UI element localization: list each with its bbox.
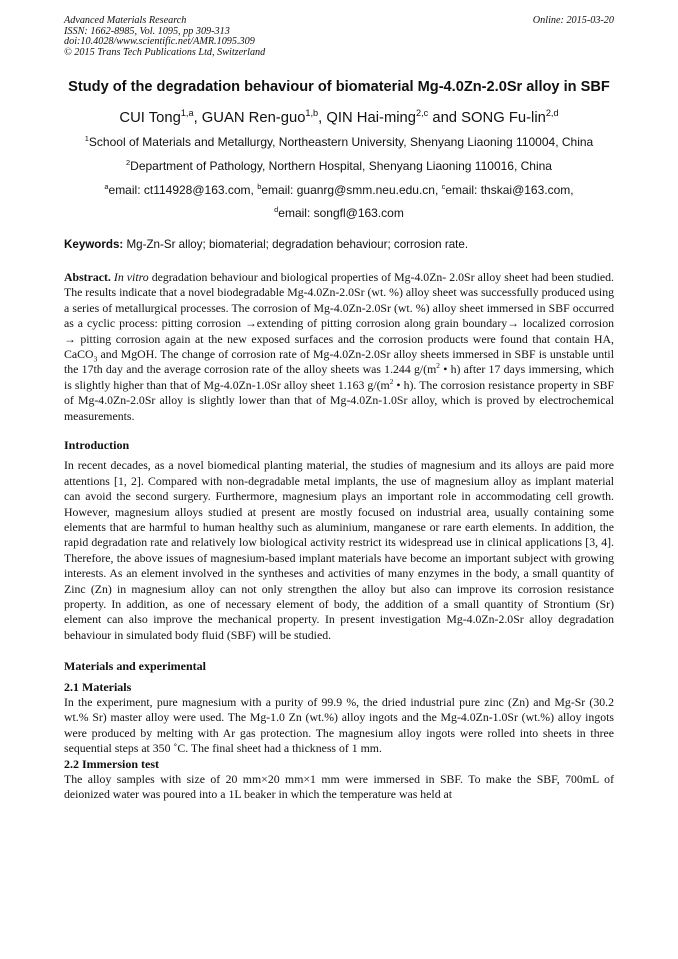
email-d: email: songfl@163.com <box>278 205 404 220</box>
affiliation-mark: 2 <box>126 157 131 167</box>
affiliation-mark: 1 <box>84 133 89 143</box>
email-mark: a <box>104 181 109 191</box>
email-line-2 <box>64 206 614 221</box>
abstract-label: Abstract. <box>64 269 111 284</box>
keywords <box>64 237 614 252</box>
abstract-text: and MgOH. The change of corrosion rate of Mg-4.0Zn-2.0Sr alloy sheets immersed in SBF is unstable until the 17th day and the average corrosion rate of the alloy sheets was 1.244 g/(m <box>64 346 614 377</box>
abstract-text: • h). The corrosion resistance property in SBF of Mg-4.0Zn-2.0Sr alloy is slightly lower than that of Mg-4.0Zn-1.0Sr alloy, which is proved by electrochemical measurements. <box>64 377 615 423</box>
subsection-2-2-body: The alloy samples with size of 20 mm×20 mm×1 mm were immersed in SBF. To make the SBF, 700mL of deionized water was poured into a 1L beaker in which the temperature was held at <box>64 772 614 802</box>
journal-copyright: © 2015 Trans Tech Publications Ltd, Switzerland <box>64 46 266 58</box>
abstract-in-vitro: In vitro <box>113 269 149 284</box>
introduction-heading: Introduction <box>64 437 130 452</box>
email-b: email: guanrg@smm.neu.edu.cn, <box>261 182 442 197</box>
email-c: email: thskai@163.com, <box>445 182 574 197</box>
author-separator: , <box>193 109 202 126</box>
abstract-text: • h) after 17 days immersing, which is slightly higher than that of Mg-4.0Zn-1.0Sr alloy sheet 1.163 g/(m <box>64 362 614 392</box>
introduction-body: In recent decades, as a novel biomedical planting material, the studies of magnesium and its alloys are paid more attentions [1, 2]. Compared with non-degradable metal implants, the use of magnesium alloy as implant material can avoid the second surgery. Furthermore, magnesium plays an important role in accommodating cell growth. However, magnesium alloys studied at present are mostly focused on industrial area, usually containing some elements that are harmful to human healthy such as aluminium, manganese or rare earth elements. In addition, the rapid degradation rate and relatively low biological activity restrict its widespread use in clinical applications [3, 4]. Therefore, the above issues of magnesium-based implant materials have become an important subject with growing interests. As an element involved in the syntheses and activities of many enzymes in the body, a small quantity of Zinc (Zn) in magnesium alloy can not only strengthen the alloy but also can improve its corrosion resistance property. In addition, as one of necessary element of body, the addition of a small quantity of Strontium (Sr) element can also improve the mechanical property. In present investigation Mg-4.0Zn-2.0Sr alloy degradation behaviour in simulated body fluid (SBF) will be studied. <box>64 458 614 642</box>
subscript: 3 <box>93 354 98 364</box>
author-affiliation-mark: 2,c <box>416 107 429 118</box>
affiliation-1 <box>64 135 614 150</box>
superscript: 2 <box>389 376 394 386</box>
materials-heading: Materials and experimental <box>64 659 206 674</box>
author-affiliation-mark: 1,b <box>305 107 319 118</box>
author-list <box>64 108 614 128</box>
email-line-1 <box>64 183 614 198</box>
email-mark: c <box>441 181 446 191</box>
keywords-text: Mg-Zn-Sr alloy; biomaterial; degradation behaviour; corrosion rate. <box>123 237 469 251</box>
journal-header <box>64 16 614 58</box>
author-separator: , <box>318 109 327 126</box>
author-affiliation-mark: 2,d <box>545 107 559 118</box>
author-name: SONG Fu-lin <box>461 109 546 126</box>
journal-doi: doi:10.4028/www.scientific.net/AMR.1095.309 <box>64 36 255 48</box>
author-name: CUI Tong <box>119 109 181 126</box>
author-name: QIN Hai-ming <box>326 109 417 126</box>
paper-title: Study of the degradation behaviour of biomaterial Mg-4.0Zn-2.0Sr alloy in SBF <box>68 79 610 96</box>
keywords-label: Keywords: <box>64 237 124 251</box>
affiliation-text: Department of Pathology, Northern Hospital, Shenyang Liaoning 110016, China <box>130 158 552 173</box>
email-mark: b <box>257 181 262 191</box>
author-affiliation-mark: 1,a <box>180 107 194 118</box>
author-name: GUAN Ren-guo <box>201 109 306 126</box>
affiliation-2 <box>64 159 614 174</box>
superscript: 2 <box>436 361 440 371</box>
abstract-text: degradation behaviour and biological properties of Mg-4.0Zn- 2.0Sr alloy sheet had been studied. The results indicate that a novel biodegradable Mg-4.0Zn-2.0Sr (wt. %) alloy sheet was successfully produced using a series of metallurgical processes. The corrosion of Mg-4.0Zn-2.0Sr (wt. %) alloy sheet immersed in SBF occurred as a cyclic process: pitting corrosion →extending of pitting corrosion along grain boundary→ localized corrosion → pitting corrosion again at the new exposed surfaces and the corrosion products were found that contain HA, CaCO <box>64 269 614 361</box>
subsection-2-1-body: In the experiment, pure magnesium with a purity of 99.9 %, the dried industrial pure zinc (Zn) and Mg-Sr (30.2 wt.% Sr) master alloy were used. The Mg-1.0 Zn (wt.%) alloy ingots and the Mg-4.0Zn-1.0Sr (wt.%) alloy ingots were produced by melting with Ar gas protection. The magnesium alloy ingots were rolled into sheets in three sequential steps at 350 ˚C. The final sheet had a thickness of 1 mm. <box>64 695 614 756</box>
email-mark: d <box>274 204 279 214</box>
online-date: Online: 2015-03-20 <box>532 15 614 26</box>
subsection-2-2-heading: 2.2 Immersion test <box>64 756 159 771</box>
author-separator: and <box>428 109 462 126</box>
email-a: email: ct114928@163.com, <box>108 182 258 197</box>
subsection-2-1-heading: 2.1 Materials <box>64 679 132 694</box>
journal-name: Advanced Materials Research <box>64 15 187 26</box>
journal-issn: ISSN: 1662-8985, Vol. 1095, pp 309-313 <box>64 25 230 37</box>
abstract <box>64 270 614 424</box>
affiliation-text: School of Materials and Metallurgy, Northeastern University, Shenyang Liaoning 110004, China <box>88 134 594 149</box>
